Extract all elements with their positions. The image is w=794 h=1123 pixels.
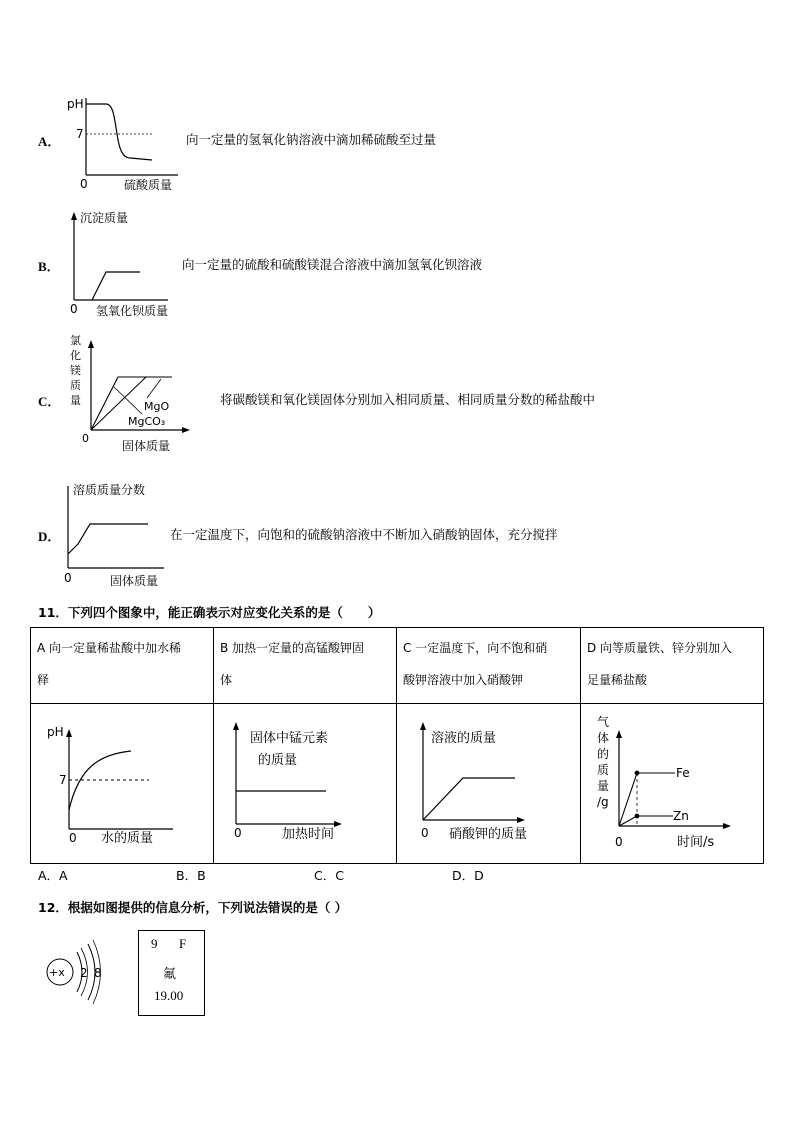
y-tick-7: 7 [76,127,84,141]
origin-label: 0 [69,831,77,845]
x-axis-label: 加热时间 [282,827,335,842]
graph-a [31,704,213,859]
option-d-letter: D． [38,529,61,544]
x-axis-label: 硝酸钾的质量 [449,827,528,842]
option-c-letter: C． [38,394,61,409]
option-d-text: 在一定温度下，向饱和的硫酸钠溶液中不断加入硝酸钠固体，充分搅拌 [170,527,558,542]
graph-d [581,704,763,859]
fe-label: Fe [676,766,690,780]
option-c-graph [62,330,202,458]
x-axis-label: 固体质量 [122,439,171,453]
shell-1-electrons: 2 [80,966,88,980]
y-label-char: 镁 [70,364,81,377]
graph-c [397,704,579,859]
option-d-graph [60,478,180,590]
option-b-graph [60,206,190,318]
origin-label: 0 [82,432,89,445]
mgco3-label: MgCO₃ [128,415,166,428]
cell-a-header [31,628,214,704]
x-axis-label: 硫酸质量 [124,178,173,192]
periodic-element-card [138,930,205,1016]
atomic-number: 9 [151,936,158,951]
y-axis-label: 溶质质量分数 [73,483,146,497]
x-axis-arrow [723,823,731,829]
y-label-char: 质 [70,379,81,392]
element-name: 氟 [163,967,177,982]
y-label-char: 量 [70,394,81,407]
answer-d[interactable]: D．D [452,868,484,883]
answer-b[interactable]: B．B [176,868,206,883]
option-a-graph [60,92,190,194]
pointer-line [114,387,142,414]
y-label-char: 体 [597,731,610,745]
atomic-mass: 19.00 [154,988,184,1003]
question-11-stem: 11．下列四个图象中，能正确表示对应变化关系的是（ ） [38,605,381,620]
x-axis-label: 氢氧化钡质量 [96,304,169,318]
nucleus-charge: +x [49,966,65,979]
cell-text: 体 [220,673,233,687]
y-axis-label: pH [47,725,64,739]
cell-a-graph [31,704,214,864]
cell-d-header [581,628,764,704]
y-axis-label: 固体中锰元素 [250,731,329,746]
shell-2-electrons: 8 [94,966,102,980]
element-symbol: F [179,936,187,951]
x-axis-label: 固体质量 [110,574,159,588]
ph-curve [69,751,131,810]
option-c-text: 将碳酸镁和氧化镁固体分别加入相同质量、相同质量分数的稀盐酸中 [220,392,596,407]
origin-label: 0 [80,177,88,191]
origin-label: 0 [421,826,429,840]
y-label-char: 气 [597,715,610,729]
question-11-table [30,627,764,864]
zn-label: Zn [673,809,689,823]
solution-mass-curve [423,778,515,820]
cell-text: C 一定温度下，向不饱和硝 [403,641,548,655]
fe-point [635,771,640,776]
y-axis-label: 沉淀质量 [80,211,129,225]
origin-label: 0 [64,571,72,585]
question-12-stem: 12．根据如图提供的信息分析，下列说法错误的是（ ） [38,900,348,915]
atom-structure-diagram [44,936,114,1012]
cell-d-graph [581,704,764,864]
cell-text: A 向一定量稀盐酸中加水稀 [37,641,182,655]
y-label-char: 的 [597,747,610,761]
y-label-char: 质 [597,763,610,777]
option-b-letter: B． [38,259,60,274]
cell-b-graph [214,704,397,864]
y-tick-7: 7 [59,773,67,787]
answer-a[interactable]: A．A [38,868,68,883]
cell-text: B 加热一定量的高锰酸钾固 [220,641,365,655]
cell-c-graph [397,704,581,864]
cell-text: 酸钾溶液中加入硝酸钾 [403,673,524,687]
origin-label: 0 [70,302,78,316]
option-a-letter: A． [38,134,61,149]
zn-point [635,814,640,819]
x-axis-label: 时间/s [677,835,715,850]
option-a-text: 向一定量的氢氧化钠溶液中滴加稀硫酸至过量 [186,132,437,147]
x-axis-label: 水的质量 [101,831,154,846]
cell-c-header [397,628,581,704]
y-label-char: /g [597,795,609,809]
cell-text: 足量稀盐酸 [587,673,648,687]
precipitate-curve [92,272,140,300]
x-axis-arrow [517,817,525,823]
x-axis-arrow [182,427,190,433]
cell-text: 释 [37,673,50,687]
y-axis-label: 溶液的质量 [431,731,497,746]
cell-text: D 向等质量铁、锌分别加入 [587,641,733,655]
y-axis-label: pH [67,97,84,111]
mgo-label: MgO [144,400,170,413]
cell-b-header [214,628,397,704]
y-label-char: 化 [70,349,81,362]
fraction-curve [68,524,148,554]
origin-label: 0 [615,835,623,849]
ph-curve [86,104,152,160]
y-axis-label: 的质量 [258,753,298,768]
option-b-text: 向一定量的硫酸和硫酸镁混合溶液中滴加氢氧化钡溶液 [182,257,483,272]
x-axis-arrow [334,821,342,827]
pointer-line [147,379,161,398]
y-label-char: 量 [597,779,610,793]
answer-c[interactable]: C．C [314,868,344,883]
y-label-char: 氯 [70,334,81,347]
origin-label: 0 [234,826,242,840]
graph-b [214,704,396,859]
